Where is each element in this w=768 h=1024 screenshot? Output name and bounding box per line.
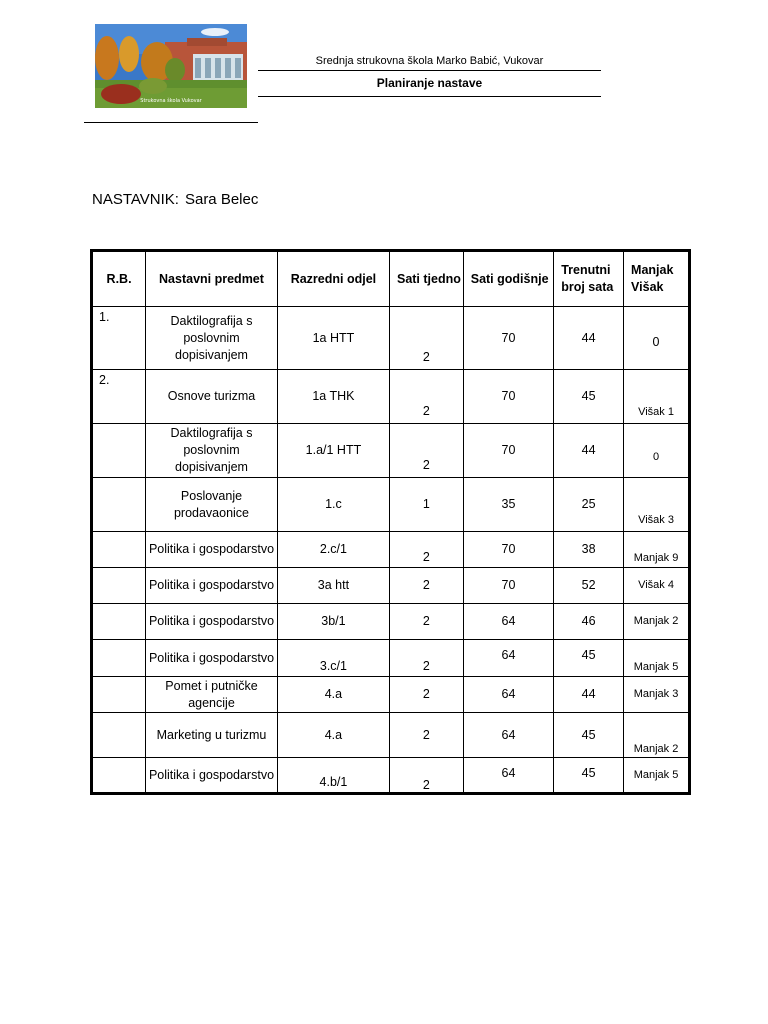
cell-subject: Osnove turizma [146,370,278,424]
header-current-lesson: Trenutni broj sata [554,251,624,307]
cell-subject: Politika i gospodarstvo [146,758,278,794]
cell-weekly: 2 [389,713,463,758]
header-divider-top [258,70,601,71]
cell-yearly: 70 [463,568,553,604]
table-row [92,677,690,713]
cell-current: 46 [554,604,624,640]
cell-class: 1a THK [277,370,389,424]
cell-subject: Daktilografija s poslovnim dopisivanjem [146,307,278,370]
cell-yearly: 35 [463,478,553,532]
table-row [92,478,690,532]
cell-weekly: 2 [389,758,463,794]
cell-yearly: 64 [463,713,553,758]
cell-rb [92,640,146,677]
table-row [92,758,690,794]
table-row [92,424,690,478]
cell-subject: Marketing u turizmu [146,713,278,758]
logo-caption: Strukovna škola Vukovar [140,98,202,104]
cell-rb [92,424,146,478]
cell-yearly: 70 [463,424,553,478]
cell-weekly: 2 [389,640,463,677]
cell-weekly: 2 [389,532,463,568]
cell-class: 1a HTT [277,307,389,370]
cell-diff: 0 [624,307,690,370]
cell-yearly: 64 [463,758,553,794]
school-name: Srednja strukovna škola Marko Babić, Vukovar [315,55,544,67]
cell-weekly: 2 [389,424,463,478]
cell-yearly: 70 [463,532,553,568]
cell-rb [92,604,146,640]
teacher-line [92,191,258,208]
cell-rb [92,677,146,713]
cell-subject: Politika i gospodarstvo [146,532,278,568]
cell-weekly: 2 [389,604,463,640]
cell-subject: Daktilografija s poslovnim dopisivanjem [146,424,278,478]
table-header-row [92,251,690,307]
cell-diff: Manjak 5 [624,758,690,794]
header-class: Razredni odjel [277,251,389,307]
table-row [92,532,690,568]
table-row [92,640,690,677]
cell-diff: Višak 1 [624,370,690,424]
cell-yearly: 70 [463,307,553,370]
cell-rb [92,568,146,604]
cell-current: 38 [554,532,624,568]
school-building-image [95,24,247,108]
header-yearly-hours: Sati godišnje [463,251,553,307]
cell-diff: Manjak 9 [624,532,690,568]
table-row [92,713,690,758]
cell-subject: Poslovanje prodavaonice [146,478,278,532]
cell-diff: Manjak 5 [624,640,690,677]
cell-rb [92,478,146,532]
cell-subject: Politika i gospodarstvo [146,604,278,640]
cell-weekly: 2 [389,370,463,424]
cell-weekly: 2 [389,677,463,713]
table-row [92,370,690,424]
teacher-label: NASTAVNIK: [92,191,179,208]
cell-current: 45 [554,370,624,424]
table-row [92,307,690,370]
cell-current: 25 [554,478,624,532]
header-rb: R.B. [92,251,146,307]
cell-subject: Pomet i putničke agencije [146,677,278,713]
cell-class: 3.c/1 [277,640,389,677]
cell-diff: 0 [624,424,690,478]
header-divider-bottom [258,96,601,97]
cell-rb: 1. [92,307,146,370]
cell-current: 44 [554,424,624,478]
cell-current: 44 [554,677,624,713]
cell-current: 45 [554,758,624,794]
cell-subject: Politika i gospodarstvo [146,568,278,604]
cell-diff: Višak 4 [624,568,690,604]
cell-rb [92,532,146,568]
cell-current: 52 [554,568,624,604]
cell-class: 4.a [277,713,389,758]
cell-class: 3b/1 [277,604,389,640]
document-title: Planiranje nastave [376,76,483,90]
logo-underline [84,122,258,123]
cell-class: 4.a [277,677,389,713]
cell-current: 45 [554,713,624,758]
cell-yearly: 70 [463,370,553,424]
cell-class: 4.b/1 [277,758,389,794]
cell-weekly: 2 [389,307,463,370]
cell-diff: Manjak 2 [624,604,690,640]
school-logo-photo [95,24,247,108]
cell-subject: Politika i gospodarstvo [146,640,278,677]
header-subject: Nastavni predmet [146,251,278,307]
cell-rb [92,758,146,794]
cell-rb [92,713,146,758]
cell-rb: 2. [92,370,146,424]
cell-current: 45 [554,640,624,677]
cell-yearly: 64 [463,677,553,713]
header-weekly-hours: Sati tjedno [389,251,463,307]
cell-class: 1.a/1 HTT [277,424,389,478]
table-row [92,568,690,604]
header-deficit-surplus: Manjak Višak [624,251,690,307]
cell-diff: Manjak 2 [624,713,690,758]
cell-yearly: 64 [463,604,553,640]
cell-yearly: 64 [463,640,553,677]
cell-diff: Manjak 3 [624,677,690,713]
cell-current: 44 [554,307,624,370]
cell-class: 3a htt [277,568,389,604]
teacher-name: Sara Belec [184,191,259,208]
cell-class: 1.c [277,478,389,532]
table-row [92,604,690,640]
cell-diff: Višak 3 [624,478,690,532]
cell-weekly: 1 [389,478,463,532]
cell-weekly: 2 [389,568,463,604]
cell-class: 2.c/1 [277,532,389,568]
teaching-plan-table [90,249,691,795]
